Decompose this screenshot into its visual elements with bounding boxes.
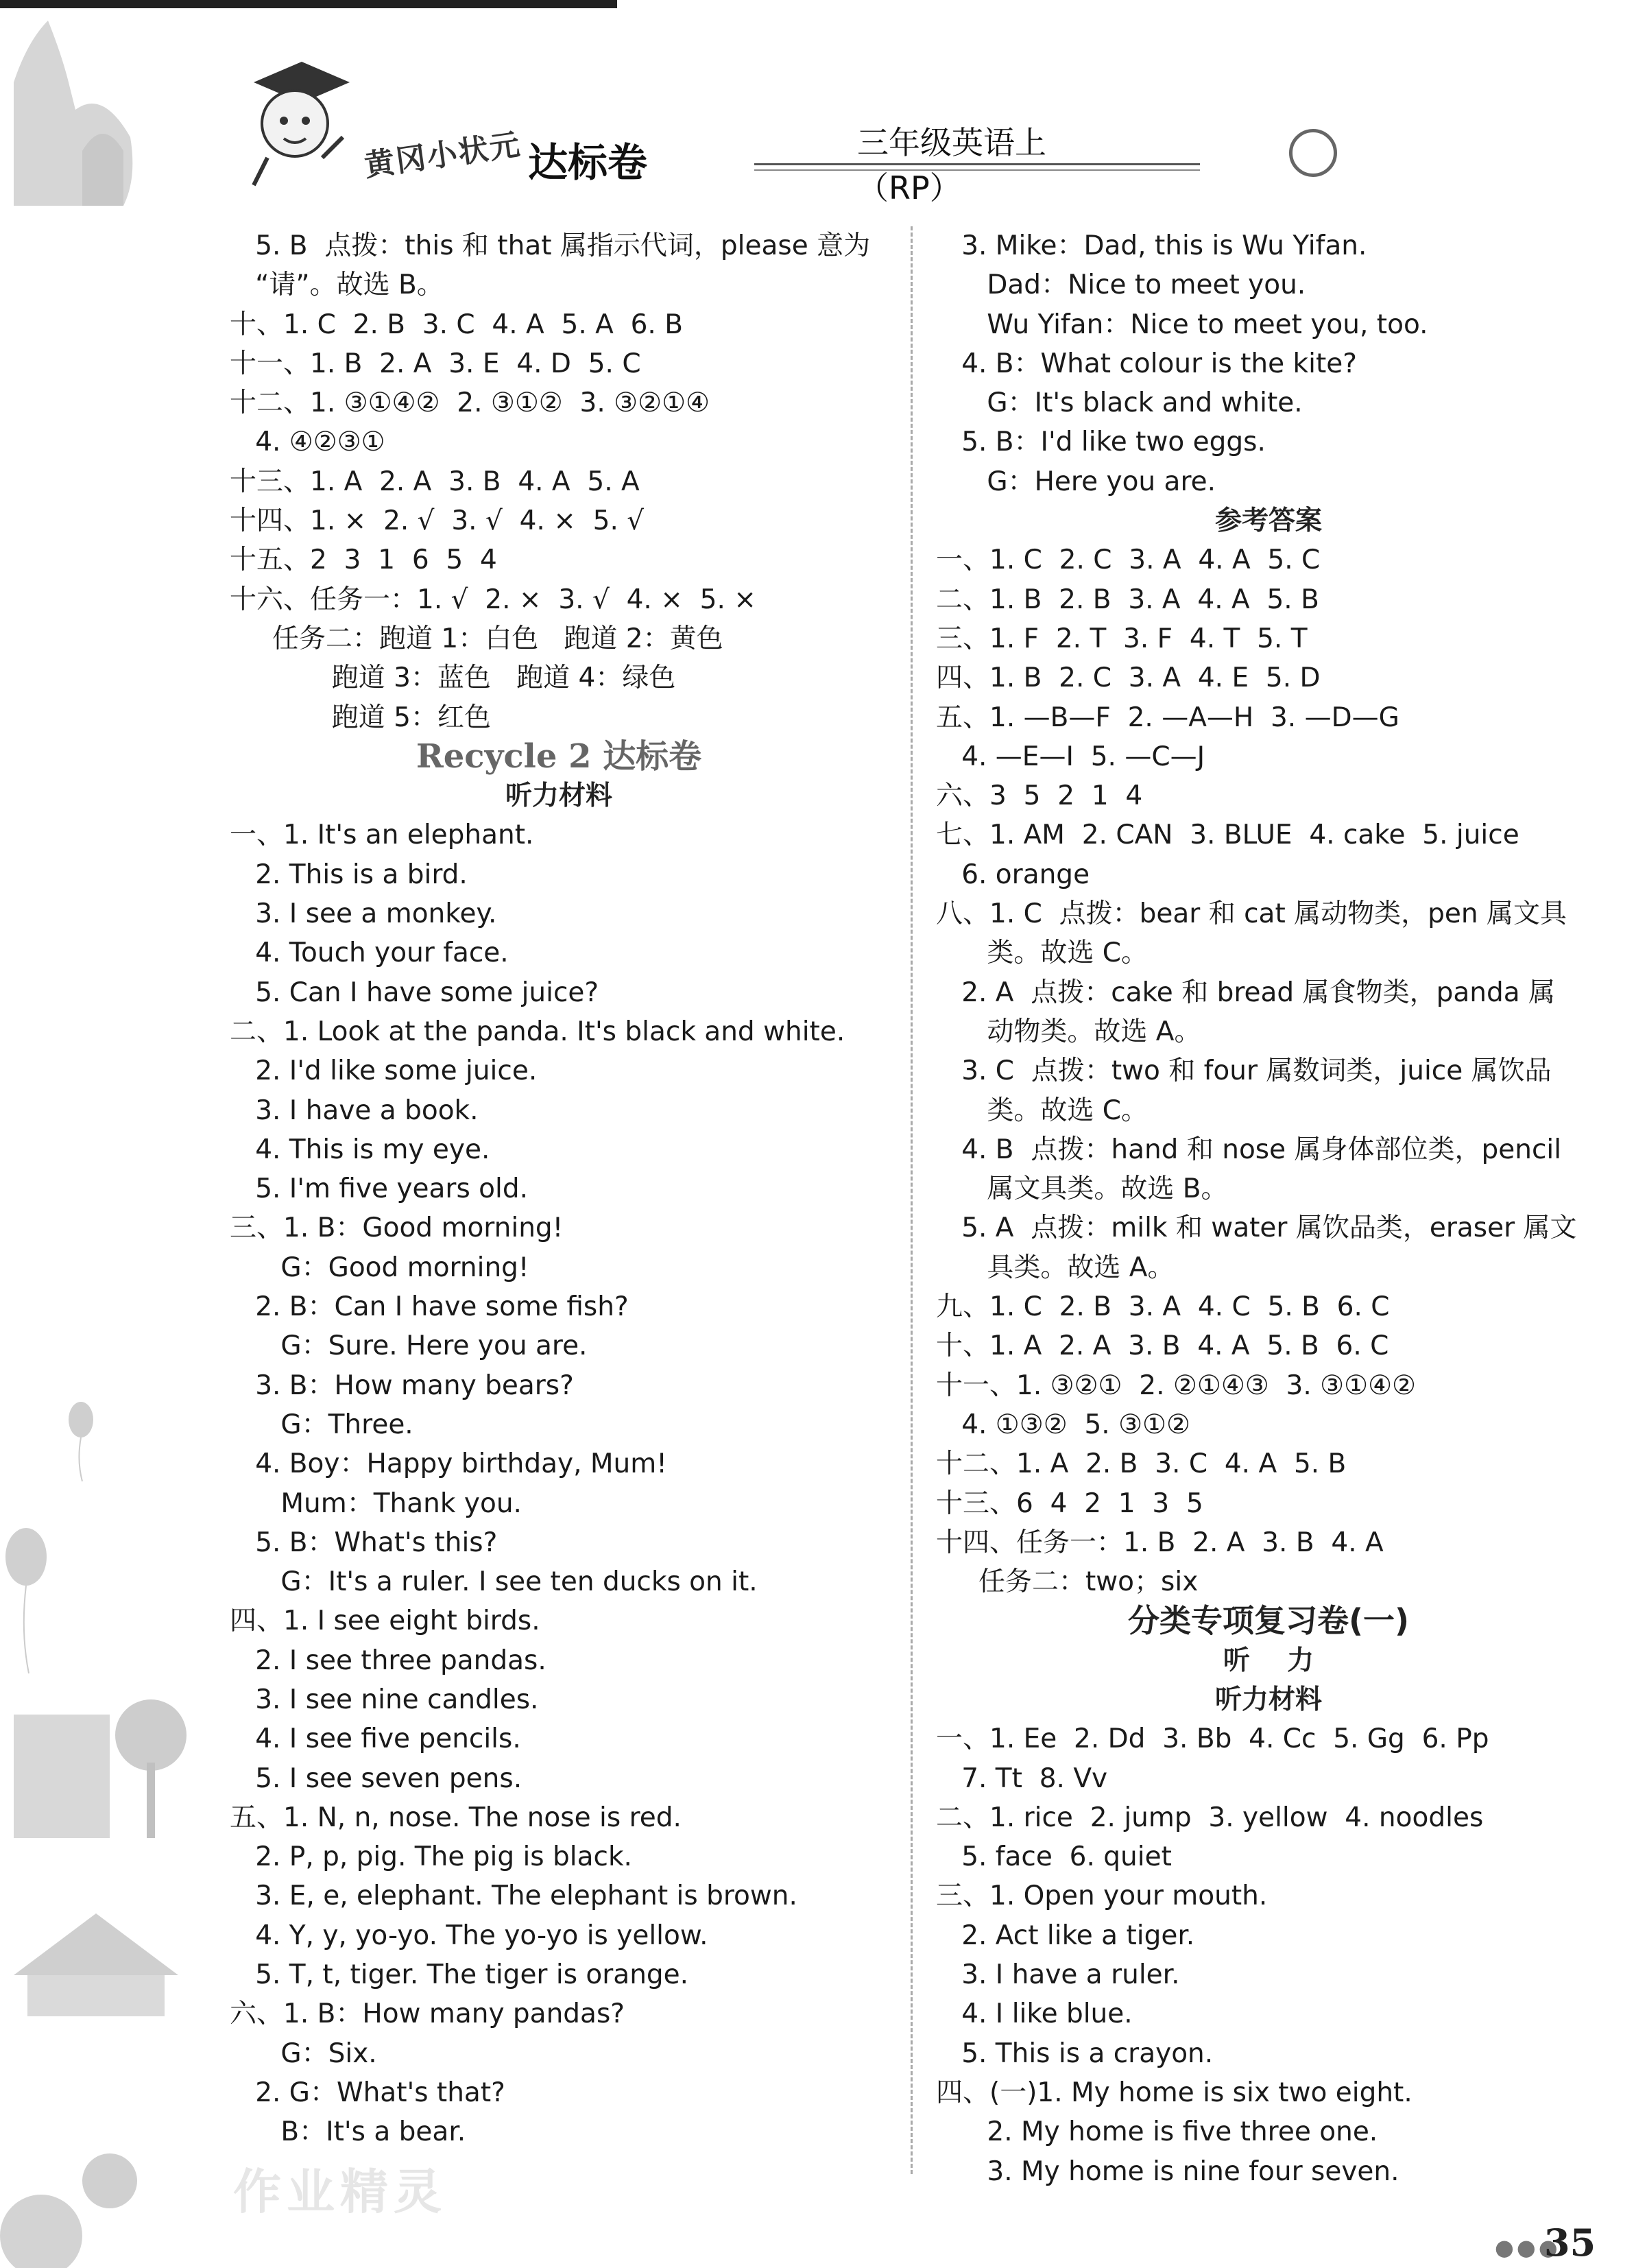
text-line: Mum：Thank you.	[230, 1488, 522, 1519]
text-line: 3. C 点拨：two 和 four 属数词类，juice 属饮品	[936, 1055, 1552, 1087]
text-line: 五、1. —B—F 2. —A—H 3. —D—G	[936, 702, 1399, 733]
text-line: 5. This is a crayon.	[936, 2038, 1214, 2069]
text-line: 4. I see five pencils.	[230, 1723, 521, 1755]
text-line: G：Sure. Here you are.	[230, 1330, 588, 1362]
bush	[0, 2195, 82, 2268]
page-number: 35	[1544, 2221, 1596, 2265]
text-line: 一、1. Ee 2. Dd 3. Bb 4. Cc 5. Gg 6. Pp	[936, 1723, 1489, 1755]
text-line: 2. Act like a tiger.	[936, 1920, 1195, 1951]
text-line: 十六、任务一：1. √ 2. × 3. √ 4. × 5. ×	[230, 584, 756, 615]
text-line: 3. I have a book.	[230, 1095, 479, 1126]
text-line: 2. I see three pandas.	[230, 1645, 546, 1676]
text-line: 3. Mike：Dad, this is Wu Yifan.	[936, 230, 1367, 261]
text-line: 2. I'd like some juice.	[230, 1055, 538, 1087]
text-line: “请”。故选 B。	[230, 270, 444, 301]
text-line: G：It's a ruler. I see ten ducks on it.	[230, 1566, 758, 1598]
text-line: 十四、1. × 2. √ 3. √ 4. × 5. √	[230, 505, 645, 537]
text-line: 5. B：I'd like two eggs.	[936, 427, 1266, 458]
watermark: 作业精灵	[233, 2164, 447, 2220]
text-line: 八、1. C 点拨：bear 和 cat 属动物类，pen 属文具	[936, 898, 1567, 930]
text-line: 十二、1. ③①④② 2. ③①② 3. ③②①④	[230, 387, 710, 419]
column-divider	[911, 226, 913, 2174]
text-line: 具类。故选 A。	[936, 1252, 1175, 1283]
text-line: 六、3 5 2 1 4	[936, 780, 1143, 812]
text-line: 5. A 点拨：milk 和 water 属饮品类，eraser 属文	[936, 1213, 1577, 1244]
text-line: 4. ①③② 5. ③①②	[936, 1409, 1190, 1440]
castle-small-dome	[82, 134, 123, 206]
text-line: 5. B 点拨：this 和 that 属指示代词，please 意为	[230, 230, 871, 261]
text-line: 十三、6 4 2 1 3 5	[936, 1488, 1203, 1519]
text-line: Dad：Nice to meet you.	[936, 270, 1306, 301]
text-line: 2. My home is five three one.	[936, 2116, 1378, 2148]
text-line: 跑道 3：蓝色 跑道 4：绿色	[230, 663, 676, 694]
text-line: 3. E, e, elephant. The elephant is brown.	[230, 1881, 797, 1912]
text-line: 类。故选 C。	[936, 1095, 1149, 1126]
text-line: 4. This is my eye.	[230, 1134, 490, 1165]
text-line: 6. orange	[936, 859, 1090, 890]
castle-wall	[14, 1715, 110, 1838]
text-line: 三、1. B：Good morning!	[230, 1213, 564, 1244]
text-line: 十、1. A 2. A 3. B 4. A 5. B 6. C	[936, 1330, 1389, 1362]
text-line: 十、1. C 2. B 3. C 4. A 5. A 6. B	[230, 309, 683, 340]
text-line: 五、1. N, n, nose. The nose is red.	[230, 1802, 682, 1833]
section-subtitle: 听 力	[1223, 1645, 1314, 1676]
text-line: 4. B 点拨：hand 和 nose 属身体部位类，pencil	[936, 1134, 1562, 1165]
text-line: B：It's a bear.	[230, 2116, 466, 2148]
text-line: 十一、1. B 2. A 3. E 4. D 5. C	[230, 348, 641, 379]
balloon	[5, 1528, 47, 1586]
left-column	[230, 226, 888, 2152]
text-line: 4. —E—I 5. —C—J	[936, 741, 1205, 772]
grade-label: 三年级英语上（RP）	[857, 124, 1046, 206]
text-line: Wu Yifan：Nice to meet you, too.	[936, 309, 1428, 340]
text-line: 一、1. C 2. C 3. A 4. A 5. C	[936, 545, 1321, 576]
text-line: 5. I see seven pens.	[230, 1763, 522, 1794]
text-line: 十二、1. A 2. B 3. C 4. A 5. B	[936, 1448, 1347, 1480]
text-line: 九、1. C 2. B 3. A 4. C 5. B 6. C	[936, 1291, 1390, 1323]
text-line: 十一、1. ③②① 2. ②①④③ 3. ③①④②	[936, 1370, 1417, 1401]
text-line: 5. B：What's this?	[230, 1527, 498, 1558]
tree	[115, 1699, 187, 1771]
text-line: 4. I like blue.	[936, 1998, 1133, 2030]
text-line: 二、1. B 2. B 3. A 4. A 5. B	[936, 584, 1319, 615]
tree	[82, 2153, 137, 2208]
text-line: 3. I see a monkey.	[230, 898, 497, 930]
page-header	[206, 41, 1131, 206]
text-line: 4. Boy：Happy birthday, Mum!	[230, 1448, 667, 1480]
text-line: 3. I see nine candles.	[230, 1684, 539, 1715]
text-line: 5. T, t, tiger. The tiger is orange.	[230, 1959, 689, 1991]
text-line: 类。故选 C。	[936, 938, 1149, 969]
text-line: 2. This is a bird.	[230, 859, 468, 890]
text-line: 5. I'm five years old.	[230, 1173, 529, 1205]
text-line: G：Six.	[230, 2038, 377, 2069]
text-line: 四、1. B 2. C 3. A 4. E 5. D	[936, 663, 1321, 694]
scholar-mascot-icon	[226, 55, 357, 192]
text-line: 4. Touch your face.	[230, 938, 509, 969]
text-line: 3. My home is nine four seven.	[936, 2156, 1399, 2187]
section-subtitle: 听力材料	[505, 780, 612, 812]
text-line: 4. ④②③①	[230, 427, 385, 458]
section-subtitle: 听力材料	[1214, 1684, 1322, 1715]
text-line: 二、1. Look at the panda. It's black and white.	[230, 1016, 845, 1047]
text-line: G：It's black and white.	[936, 387, 1303, 419]
text-line: 一、1. It's an elephant.	[230, 820, 534, 851]
text-line: 十五、2 3 1 6 5 4	[230, 545, 497, 576]
circus-tent	[14, 1913, 178, 1975]
balloon	[69, 1402, 93, 1437]
text-line: G：Three.	[230, 1409, 413, 1440]
text-line: 三、1. F 2. T 3. F 4. T 5. T	[936, 623, 1308, 654]
text-line: 2. B：Can I have some fish?	[230, 1291, 629, 1323]
text-line: 动物类。故选 A。	[936, 1016, 1201, 1047]
page-dots: ●●●	[1495, 2234, 1561, 2260]
text-line: 四、1. I see eight birds.	[230, 1605, 540, 1637]
text-line: 属文具类。故选 B。	[936, 1173, 1228, 1205]
text-line: 四、(一)1. My home is six two eight.	[936, 2077, 1412, 2108]
text-line: 5. Can I have some juice?	[230, 977, 599, 1008]
swirl-ornament	[1289, 129, 1337, 177]
text-line: 2. P, p, pig. The pig is black.	[230, 1841, 632, 1873]
text-line: 3. B：How many bears?	[230, 1370, 574, 1401]
text-line: G：Good morning!	[230, 1252, 529, 1283]
text-line: 十四、任务一：1. B 2. A 3. B 4. A	[936, 1527, 1384, 1558]
text-line: 二、1. rice 2. jump 3. yellow 4. noodles	[936, 1802, 1484, 1833]
right-column	[936, 226, 1601, 2191]
text-line: 六、1. B：How many pandas?	[230, 1998, 625, 2030]
text-line: 三、1. Open your mouth.	[936, 1881, 1268, 1912]
section-title: 分类专项复习卷(一)	[1127, 1602, 1410, 1640]
decorative-illustrations	[0, 0, 206, 2268]
section-title: 参考答案	[1214, 505, 1322, 537]
exam-type-title: 达标卷	[528, 139, 648, 186]
section-title: Recycle 2 达标卷	[416, 737, 702, 776]
text-line: 任务二：跑道 1：白色 跑道 2：黄色	[230, 623, 723, 654]
text-line: 任务二：two；six	[936, 1566, 1199, 1598]
text-line: 跑道 5：红色	[230, 702, 491, 733]
text-line: 5. face 6. quiet	[936, 1841, 1172, 1873]
text-line: 7. Tt 8. Vv	[936, 1763, 1108, 1794]
text-line: 2. A 点拨：cake 和 bread 属食物类，panda 属	[936, 977, 1555, 1008]
text-line: 4. Y, y, yo-yo. The yo-yo is yellow.	[230, 1920, 708, 1951]
text-line: 2. G：What's that?	[230, 2077, 505, 2108]
brand-logo: 黄冈小状元	[362, 127, 524, 184]
text-line: 4. B：What colour is the kite?	[936, 348, 1357, 379]
text-line: 十三、1. A 2. A 3. B 4. A 5. A	[230, 466, 640, 497]
text-line: 3. I have a ruler.	[936, 1959, 1180, 1991]
text-line: 七、1. AM 2. CAN 3. BLUE 4. cake 5. juice	[936, 820, 1519, 851]
grade-underline	[754, 163, 1200, 171]
text-line: G：Here you are.	[936, 466, 1216, 497]
